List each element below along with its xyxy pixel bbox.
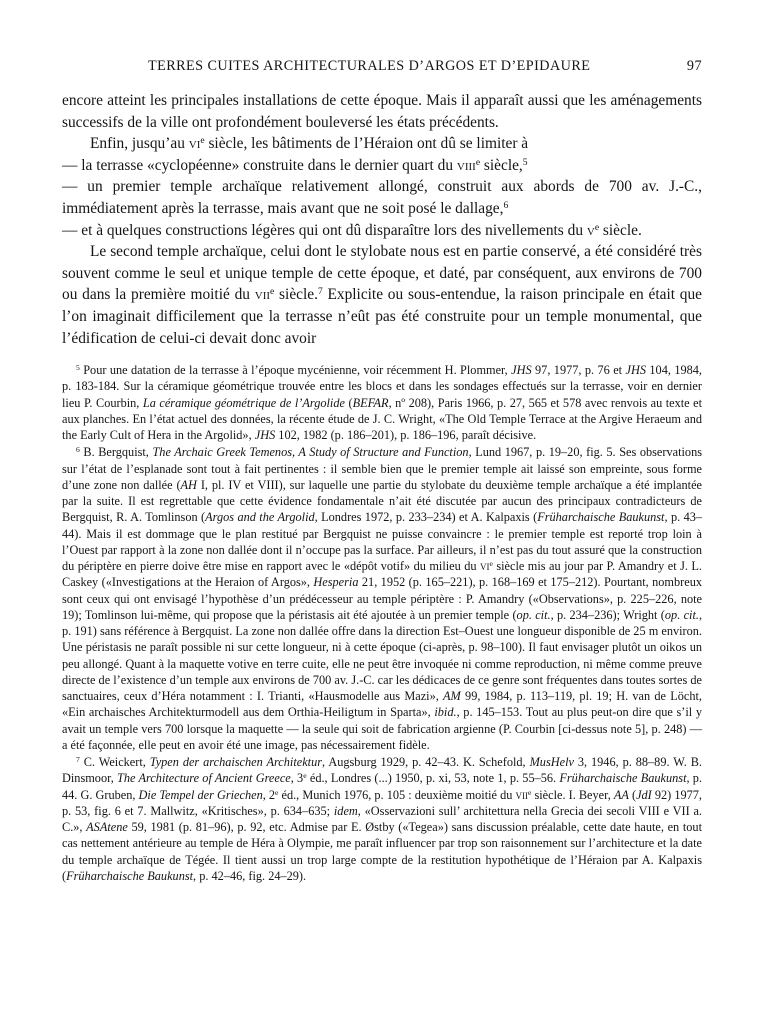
footnote-ref-6[interactable]: 6: [503, 199, 509, 211]
page: [62, 58, 702, 884]
page-number: 97: [686, 58, 702, 74]
footnote-7: $^7$ C. Weickert, Typen der archaischen Architektur, Augsburg 1929, p. 42–43. K. Schefold, MusHelv 3, 1946, p. 88–89. W. B. Dinsmoor, The Architecture of Ancient Greece, 3e éd., Londres (...) 1950, p. xi, 53, note 1, p. 55–56. Früharchaische Baukunst, p. 44. G. Gruben, Die Tempel der Griechen, 2e éd., Munich 1976, p. 105 : deuxième moitié du vii$^e$ siècle. I. Beyer, AA (JdI 92) 1977, p. 53, fig. 6 et 7. Mallwitz, «Kritisches», p. 634–635; idem, «Osservazioni sull’ architettura nella Grecia dei secoli VIII e VII a. C.», ASAtene 59, 1981 (p. 81–96), p. 92, etc. Admise par E. Østby («Tegea») sans discussion préalable, cette date haute, en tout cas nettement antérieure au temple de Héra à Olympie, me paraît influencer par trop son raisonnement sur l’architecture et la date du temple archaïque de Tégée. Il tient aussi un trop large compte de la restitution hypothétique de l’Héraion par A. Kalpaxis (Früharchaische Baukunst, p. 42–46, fig. 24–29).: [62, 754, 703, 883]
running-title: TERRES CUITES ARCHITECTURALES D’ARGOS ET D’EPIDAURE: [148, 58, 591, 74]
body-text: [62, 90, 702, 349]
paragraph-1: encore atteint les principales installations de cette époque. Mais il apparaît aussi que les aménagements successifs de la ville ont profondément bouleversé les états précédents.: [62, 92, 702, 131]
paragraph-3: Le second temple archaïque, celui dont le stylobate nous est en partie conservé, a été considéré très souvent comme le seul et unique temple de cette époque, et daté, par conséquent, aux environs de 700 ou dans la première moitié du vii$^e$ siècle.$^7$ Explicite ou sous-entendue, la raison principale en était que l’on imaginait difficilement que la terrasse n’eût pas été construite pour un temple monumental, que l’édification de celui-ci devait donc avoir: [62, 243, 702, 347]
footnote-number: 7: [76, 754, 80, 764]
footnote-6: $^6$ B. Bergquist, The Archaic Greek Temenos, A Study of Structure and Function, Lund 1967, p. 19–20, fig. 5. Ses observations sur l’état de l’esplanade sont tout à fait pertinentes : il semble bien que le premier temple ait laissé son empreinte, sous forme d’une zone non dallée (AH I, pl. IV et VIII), sur laquelle une partie du stylobate du deuxième temple archaïque a été implantée par la suite. Il est regrettable que cette évidence fondamentale n’ait été discutée par aucun des principaux contradicteurs de Bergquist, R. A. Tomlinson (Argos and the Argolid, Londres 1972, p. 233–234) et A. Kalpaxis (Früharchaische Baukunst, p. 43–44). Mais il est dommage que le plan restitué par Bergquist ne puisse convaincre : le premier temple est reporté trop loin à l’Ouest par rapport à la zone non dallée dont il n’occupe pas la surface. Par ailleurs, il n’est pas du tout assuré que la construction du périptère en pierre doive être mise en rapport avec le «dépôt votif» du milieu du $vi^e$ siècle mis au jour par P. Amandry et J. L. Caskey («Investigations at the Heraion of Argos», Hesperia 21, 1952 (p. 165–221), p. 168–169 et 175–212). Pourtant, nombreux sont ceux qui ont envisagé l’hypothèse d’un prédécesseur au temple périptère : P. Amandry («Observations», p. 225–226, note 19); Tomlinson lui-même, qui propose que la péristasis ait été ajoutée à un premier temple (op. cit., p. 234–236); Wright (op. cit., p. 191) sans référence à Bergquist. La zone non dallée offre dans la direction Est–Ouest une longueur disponible de 25 m environ. Une péristasis ne paraît possible ni sur cette longueur, ni à cette époque (ci-après, p. 98–100). Il faut envisager plutôt un oikos un peu allongé. Quant à la maquette votive en terre cuite, elle ne peut être invoquée ni comme reproduction, ni même comme preuve directe de l’existence d’un temple aux environs de 700 av. J.-C. car les dédicaces de ce genre sont fréquentes dans toutes sortes de sanctuaires, ceux d’Héra notamment : I. Trianti, «Hausmodelle aus Mazi», AM 99, 1984, p. 113–119, pl. 19; H. van de Löcht, «Ein archaisches Architekturmodell aus dem Orthia-Heiligtum in Sparta», ibid., p. 145–153. Tout au plus peut-on dire que s’il y avait un temple vers 700 lorsque la maquette — la seule qui soit de fabrication argienne (P. Courbin [ci-dessus note 5], p. 248) — a été façonnée, elle peut en avoir été une image, pas nécessairement fidèle.: [62, 445, 703, 752]
footnote-ref-5[interactable]: 5: [522, 156, 528, 168]
paragraph-2: Enfin, jusqu’au $vi^e$ siècle, les bâtiments de l’Héraion ont dû se limiter à: [90, 134, 529, 153]
running-header: [62, 58, 702, 80]
list-item-light-constructions: — et à quelques constructions légères qui ont dû disparaître lors des nivellements du $v^e$ siècle.: [62, 221, 642, 239]
footnote-number: 6: [76, 445, 80, 455]
footnote-number: 5: [76, 362, 80, 372]
footnote-ref-7[interactable]: 7: [317, 286, 323, 298]
footnote-5: $^5$ Pour une datation de la terrasse à l’époque mycénienne, voir récemment H. Plommer, JHS 97, 1977, p. 76 et JHS 104, 1984, p. 183-184. Sur la céramique géométrique trouvée entre les blocs et dans les sondages effectués sur la terrasse, voir en dernier lieu P. Courbin, La céramique géométrique de l’Argolide (BEFAR, nº 208), Paris 1966, p. 27, 565 et 578 avec renvois au texte et aux planches. En l’état actuel des données, la récente étude de J. C. Wright, «The Old Temple Terrace at the Argive Heraeum and the Early Cult of Hera in the Argolid», JHS 102, 1982 (p. 186–201), p. 186–196, paraît décisive.: [62, 362, 702, 443]
list-item-terrace: — la terrasse «cyclopéenne» construite dans le dernier quart du viii$^e$ siècle,$^5$: [62, 156, 528, 174]
footnotes: [62, 362, 702, 884]
list-item-first-temple: — un premier temple archaïque relativement allongé, construit aux abords de 700 av. J.-C., immédiatement après la terrasse, mais avant que ne soit posé le dallage,$^6$: [62, 178, 702, 217]
